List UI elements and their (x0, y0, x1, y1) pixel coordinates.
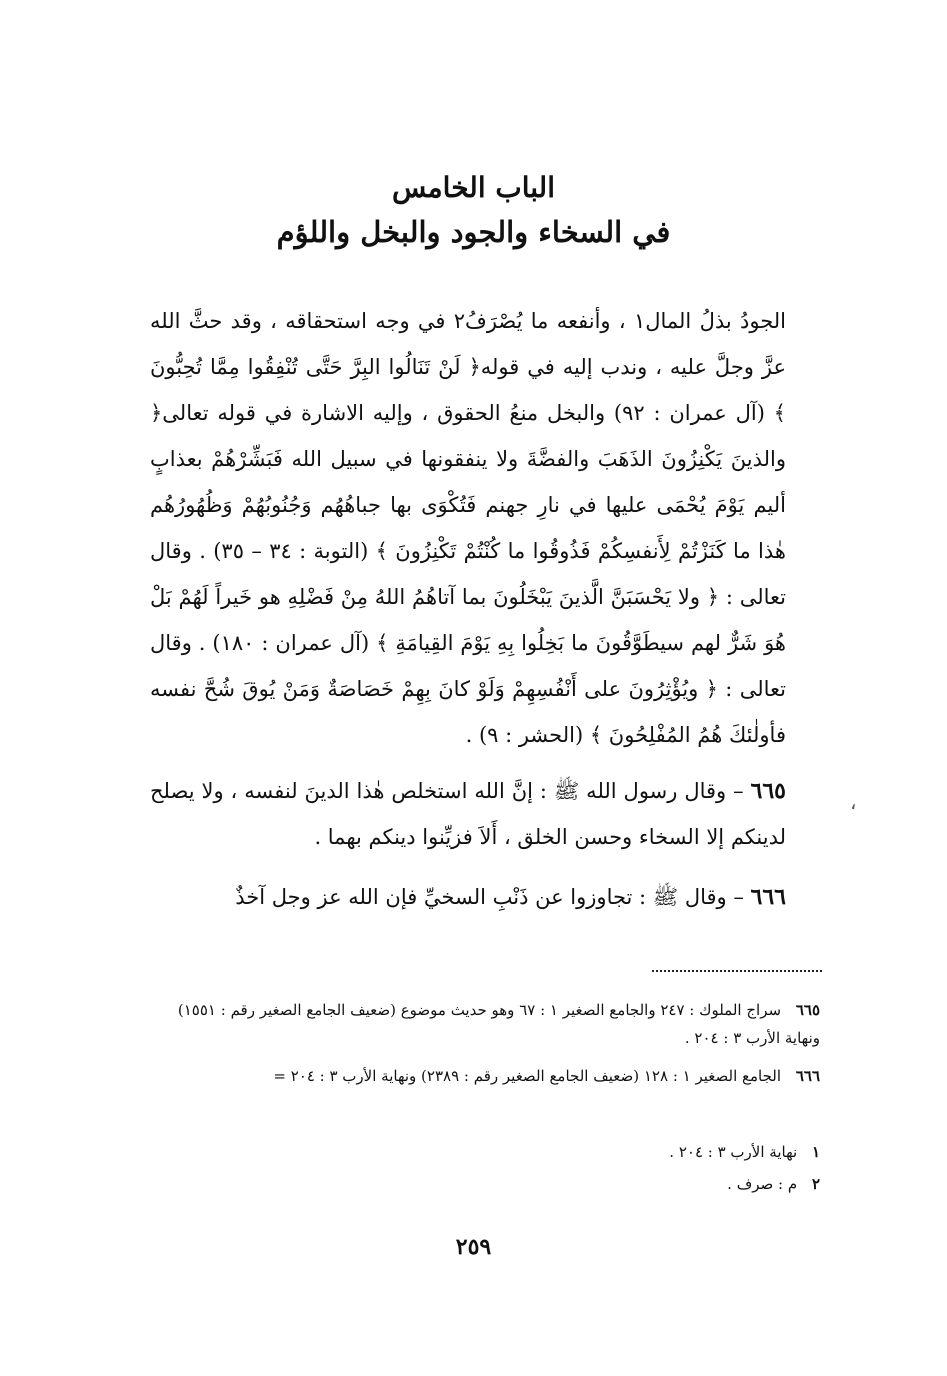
source-note-665 (140, 996, 820, 1052)
footnote-number: ١ (811, 1143, 820, 1161)
hadith-text: – وقال رسول الله ﷺ : إنَّ الله استخلص هٰذا الدينَ لنفسه ، ولا يصلح لدينكم إلا السخاء وحسن الخلق ، أَلاَ فزيِّنوا دينكم بهما . (150, 779, 786, 849)
chapter-title: الباب الخامس (391, 171, 555, 204)
footnote-1 (600, 1138, 820, 1166)
chapter-subtitle: في السخاء والجود والبخل واللؤم (276, 215, 671, 249)
intro-paragraph: الجودُ بذلُ المال١ ، وأنفعه ما يُصْرَفُ٢ في وجه استحقاقه ، وقد حثَّ الله عزَّ وجلَّ عليه ، وندب إليه في قوله﴿ لَنْ تَنَالُوا البِرَّ حَتَّى تُنْفِقُوا مِمَّا تُحِبُّونَ ﴾ (آل عمران : ٩٢) والبخل منعُ الحقوق ، وإليه الاشارة في قوله تعالى﴿ والذينَ يَكْنِزُونَ الذَهَبَ والفضَّةَ ولا ينفقونها في سبيل الله فَبَشِّرْهُمْ بعذابٍ أليم يَوْمَ يُحْمَى عليها في نارِ جهنم فَتُكْوَى بها جباهُهُم وَجُنُوبُهُمْ وَظُهُورُهُم هٰذا ما كَنَزْتُمْ لِأَنفسِكُمْ فَذُوقُوا ما كُنْتُمْ تَكْنِزُونَ ﴾ (التوبة : ٣٤ – ٣٥) . وقال تعالى : ﴿ ولا يَحْسَبَنَّ الَّذينَ يَبْخَلُونَ بما آتاهُمُ اللهُ مِنْ فَضْلِهِ هو خَيراً لَهُمْ بَلْ هُوَ شَرٌّ لهم سيطَوَّقُونَ ما بَخِلُوا بِهِ يَوْمَ القِيامَةِ ﴾ (آل عمران : ١٨٠) . وقال تعالى : ﴿ ويُؤْثِرُونَ على أَنْفُسِهِمْ وَلَوْ كانَ بِهِمْ خَصَاصَةٌ وَمَنْ يُوقَ شُحَّ نفسه فأولٰئكَ هُمُ المُفْلِحُونَ ﴾ (الحشر : ٩) . (150, 309, 787, 747)
footnote-text: نهاية الأرب ٣ : ٢٠٤ . (669, 1143, 798, 1161)
footnote-number: ٢ (811, 1175, 820, 1193)
footnote-text: م : صرف . (727, 1175, 798, 1193)
hadith-665 (150, 768, 786, 860)
footnote-2 (600, 1170, 820, 1198)
hadith-text: – وقال ﷺ : تجاوزوا عن ذَنْبِ السخيِّ فإن الله عز وجل آخذٌ (235, 885, 744, 909)
source-number: ٦٦٦ (795, 1067, 820, 1085)
source-text: الجامع الصغير ١ : ١٢٨ (ضعيف الجامع الصغير رقم : ٢٣٨٩) ونهاية الأرب ٣ : ٢٠٤ = (273, 1067, 782, 1085)
margin-mark: ، (850, 790, 857, 814)
hadith-666 (150, 874, 786, 920)
source-number: ٦٦٥ (795, 1001, 820, 1019)
source-text: سراج الملوك : ٢٤٧ والجامع الصغير ١ : ٦٧ وهو حديث موضوع (ضعيف الجامع الصغير رقم : ١٥٥١) ونهاية الأرب ٣ : ٢٠٤ . (177, 1001, 820, 1047)
hadith-number: ٦٦٥ (750, 778, 786, 804)
hadith-number: ٦٦٦ (750, 884, 786, 910)
footnote-separator (652, 970, 822, 972)
page-number: ٢٥٩ (455, 1234, 492, 1260)
source-note-666 (140, 1062, 820, 1090)
